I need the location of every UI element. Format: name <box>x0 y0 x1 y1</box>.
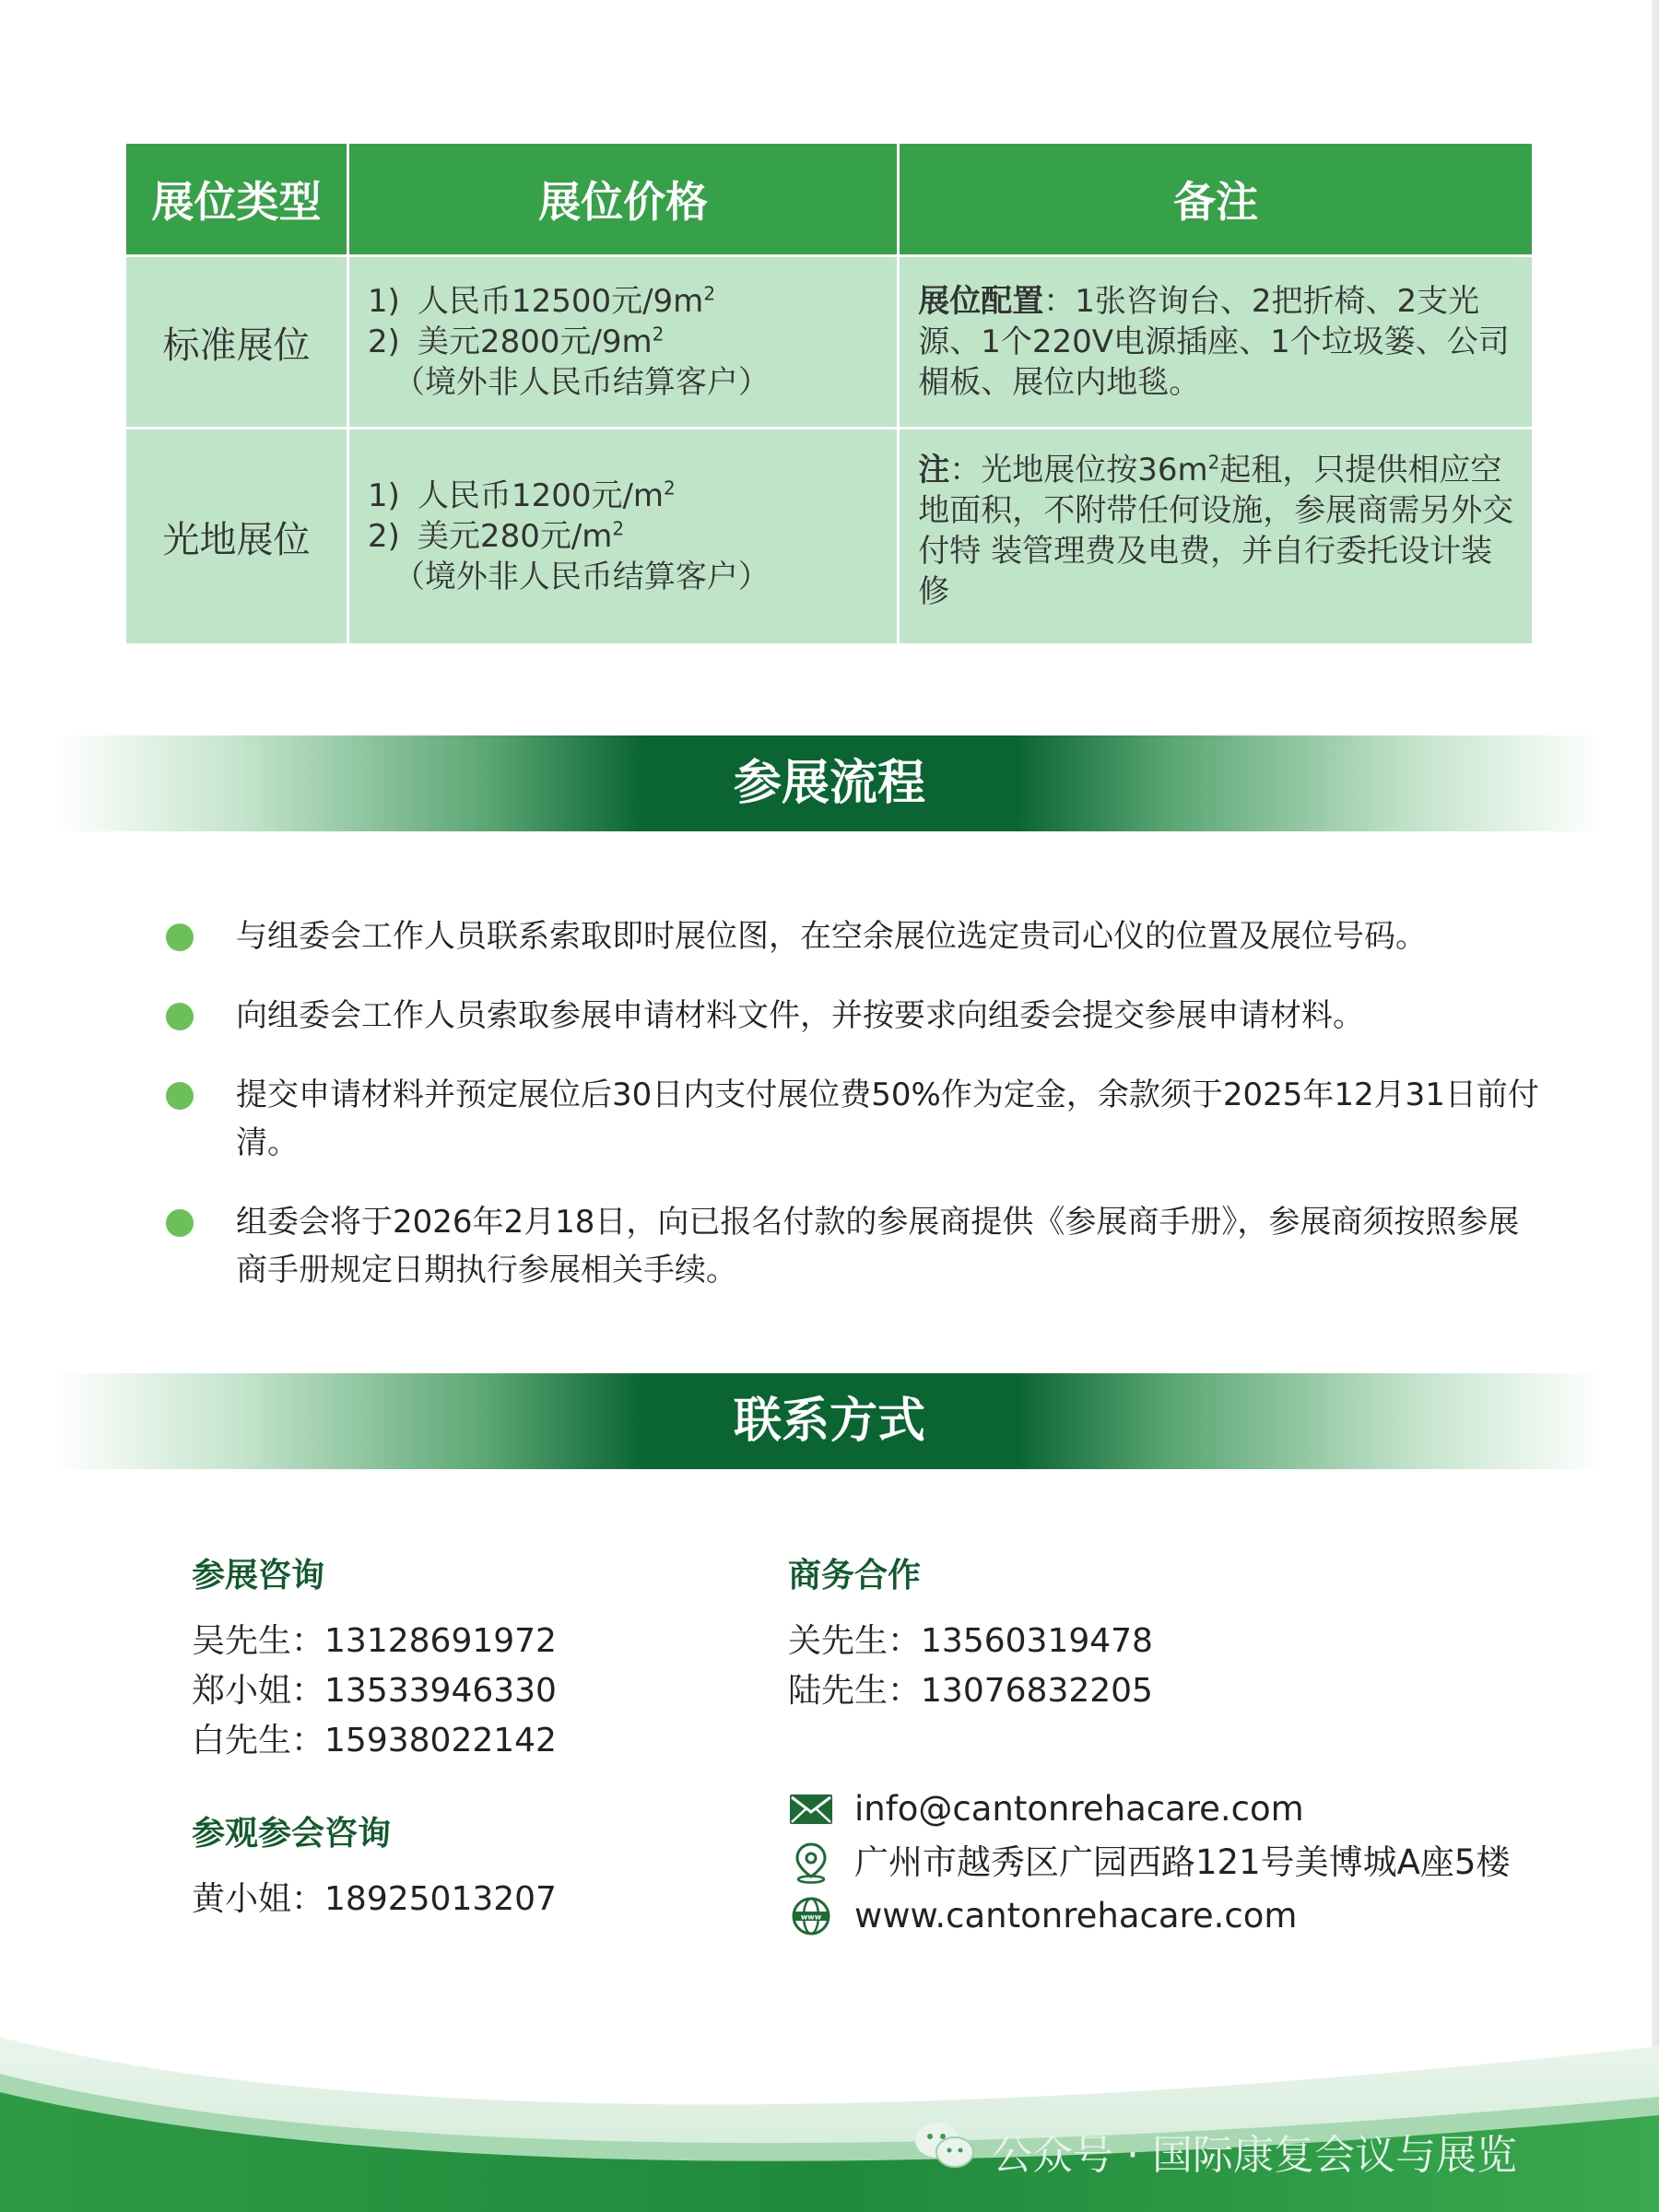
bullet-dot-icon <box>166 924 194 951</box>
table-row <box>126 429 1532 643</box>
remarks-raw-space: 注：光地展位按$36m^2$起租，只提供相应空地面积，不附带任何设施，参展商需另外交付特 装管理费及电费，并自行委托设计装修 <box>900 429 1532 643</box>
email-link[interactable]: info@cantonrehacare.com <box>854 1789 1304 1829</box>
phone-number[interactable]: 13076832205 <box>921 1672 1153 1710</box>
location-pin-icon <box>788 1840 834 1886</box>
email-row <box>788 1783 1618 1836</box>
bullet-dot-icon <box>166 1209 194 1237</box>
globe-www-icon <box>788 1893 834 1939</box>
price-line: 2) 美元280元$/m^2$ <box>367 517 625 555</box>
price-note: （境外非人民币结算客户） <box>393 559 770 595</box>
section-banner-contact: 联系方式 <box>55 1373 1604 1469</box>
address-text: 广州市越秀区广园西路121号美博城A座5楼 <box>854 1842 1511 1882</box>
price-line: 1) 人民币12500元$/9m^2$ <box>367 282 716 320</box>
list-item: 向组委会工作人员索取参展申请材料文件，并按要求向组委会提交参展申请材料。 <box>166 992 1548 1040</box>
contact-person: 白先生：15938022142 <box>192 1722 557 1759</box>
website-link[interactable]: www.cantonrehacare.com <box>854 1896 1298 1936</box>
price-cell-raw-space <box>349 429 897 643</box>
email-icon <box>788 1786 834 1832</box>
wechat-icon <box>912 2120 977 2182</box>
table-row <box>126 257 1532 427</box>
price-line: 2) 美元2800元$/9m^2$ <box>367 323 665 360</box>
booth-type-raw-space: 光地展位 <box>126 429 347 643</box>
price-line: 1) 人民币1200元$/m^2$ <box>367 477 676 514</box>
phone-number[interactable]: 13533946330 <box>324 1672 557 1710</box>
price-cell-standard <box>349 257 897 427</box>
header-remarks: 备注 <box>900 144 1532 254</box>
booth-price-table <box>124 141 1535 646</box>
booth-type-standard: 标准展位 <box>126 257 347 427</box>
contact-right-column <box>788 1556 1618 1943</box>
process-steps-list <box>166 912 1548 1325</box>
list-item: 提交申请材料并预定展位后30日内支付展位费50%作为定金，余款须于2025年12月31日前付清。 <box>166 1071 1548 1167</box>
contact-person: 陆先生：13076832205 <box>788 1672 1153 1710</box>
footer-wave-decoration <box>0 2009 1659 2212</box>
address-row <box>788 1836 1618 1889</box>
phone-number[interactable]: 13560319478 <box>921 1622 1153 1660</box>
header-booth-price: 展位价格 <box>349 144 897 254</box>
business-cooperation-title: 商务合作 <box>788 1557 922 1594</box>
contact-info-list <box>788 1783 1618 1943</box>
contact-person: 黄小姐：18925013207 <box>192 1880 557 1918</box>
header-booth-type: 展位类型 <box>126 144 347 254</box>
exhibit-inquiry-title: 参展咨询 <box>192 1557 325 1594</box>
contact-person: 吴先生：13128691972 <box>192 1622 557 1660</box>
wechat-watermark: 公众号 · 国际康复会议与展览 <box>912 2120 1517 2182</box>
bullet-dot-icon <box>166 1003 194 1030</box>
price-note: （境外非人民币结算客户） <box>393 364 770 401</box>
table-header-row <box>126 144 1532 254</box>
visit-inquiry-title: 参观参会咨询 <box>192 1815 392 1853</box>
phone-number[interactable]: 18925013207 <box>324 1880 557 1918</box>
list-item: 组委会将于2026年2月18日，向已报名付款的参展商提供《参展商手册》，参展商须按照参展商手册规定日期执行参展相关手续。 <box>166 1198 1548 1294</box>
website-row <box>788 1889 1618 1943</box>
contact-left-column <box>192 1556 745 1924</box>
page-edge <box>1652 0 1659 2212</box>
remarks-standard: 展位配置：1张咨询台、2把折椅、2支光源、1个220V电源插座、1个垃圾篓、公司楣板、展位内地毯。 <box>900 257 1532 427</box>
svg-text:www: www <box>800 1912 822 1922</box>
phone-number[interactable]: 13128691972 <box>324 1622 557 1660</box>
section-banner-process: 参展流程 <box>55 735 1604 831</box>
phone-number[interactable]: 15938022142 <box>324 1722 557 1759</box>
contact-person: 关先生：13560319478 <box>788 1622 1153 1660</box>
bullet-dot-icon <box>166 1082 194 1110</box>
contact-person: 郑小姐：13533946330 <box>192 1672 557 1710</box>
list-item: 与组委会工作人员联系索取即时展位图，在空余展位选定贵司心仪的位置及展位号码。 <box>166 912 1548 960</box>
